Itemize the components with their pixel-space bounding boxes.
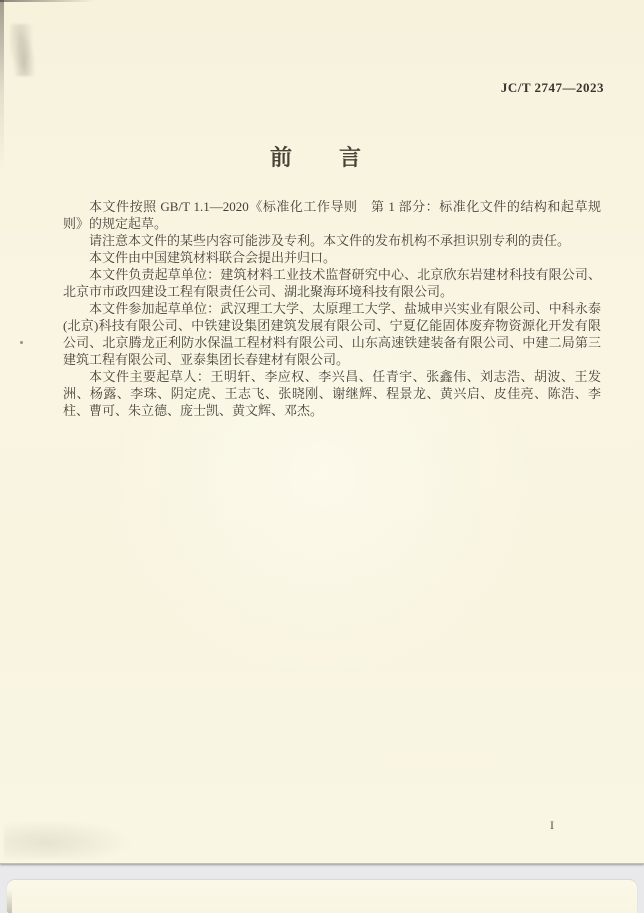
scan-edge-top [0, 0, 95, 2]
scanned-page-2-top [7, 880, 637, 913]
scan-smudge-topleft [10, 24, 36, 76]
standard-code: JC/T 2747—2023 [500, 80, 604, 95]
paragraph-participating-units: 本文件参加起草单位：武汉理工大学、太原理工大学、盐城申兴实业有限公司、中科永泰(北京)科技有限公司、中铁建设集团建筑发展有限公司、宁夏亿能固体废弃物资源化开发有限公司、北京腾龙正利防水保温工程材料有限公司、山东高速铁建装备有限公司、中建二局第三建筑工程有限公司、亚泰集团长春建材有限公司。 [63, 301, 601, 367]
scan-edge-left-page2 [7, 887, 12, 913]
paragraph-drafters: 本文件主要起草人：王明轩、李应权、李兴昌、任青宇、张鑫伟、刘志浩、胡波、王发洲、杨露、李珠、阴定虎、王志飞、张晓刚、谢继辉、程景龙、黄兴启、皮佳亮、陈浩、李柱、曹可、朱立德、庞士凯、黄文辉、邓杰。 [63, 369, 601, 418]
paragraph-basis: 本文件按照 GB/T 1.1—2020《标准化工作导则 第 1 部分：标准化文件的结构和起草规则》的规定起草。 [63, 199, 601, 231]
paragraph-proposer: 本文件由中国建筑材料联合会提出并归口。 [89, 250, 337, 265]
paragraph-patent-notice: 请注意本文件的某些内容可能涉及专利。本文件的发布机构不承担识别专利的责任。 [89, 233, 571, 248]
foreword-body [63, 198, 601, 419]
paragraph-responsible-units: 本文件负责起草单位：建筑材料工业技术监督研究中心、北京欣东岩建材科技有限公司、北京市市政四建设工程有限责任公司、湖北聚海环境科技有限公司。 [63, 267, 601, 299]
page-gap [0, 864, 644, 880]
scan-speck [20, 341, 23, 344]
page-number: I [550, 818, 554, 832]
scan-smudge-bottomleft [4, 817, 144, 859]
page-title: 前 言 [269, 145, 362, 170]
